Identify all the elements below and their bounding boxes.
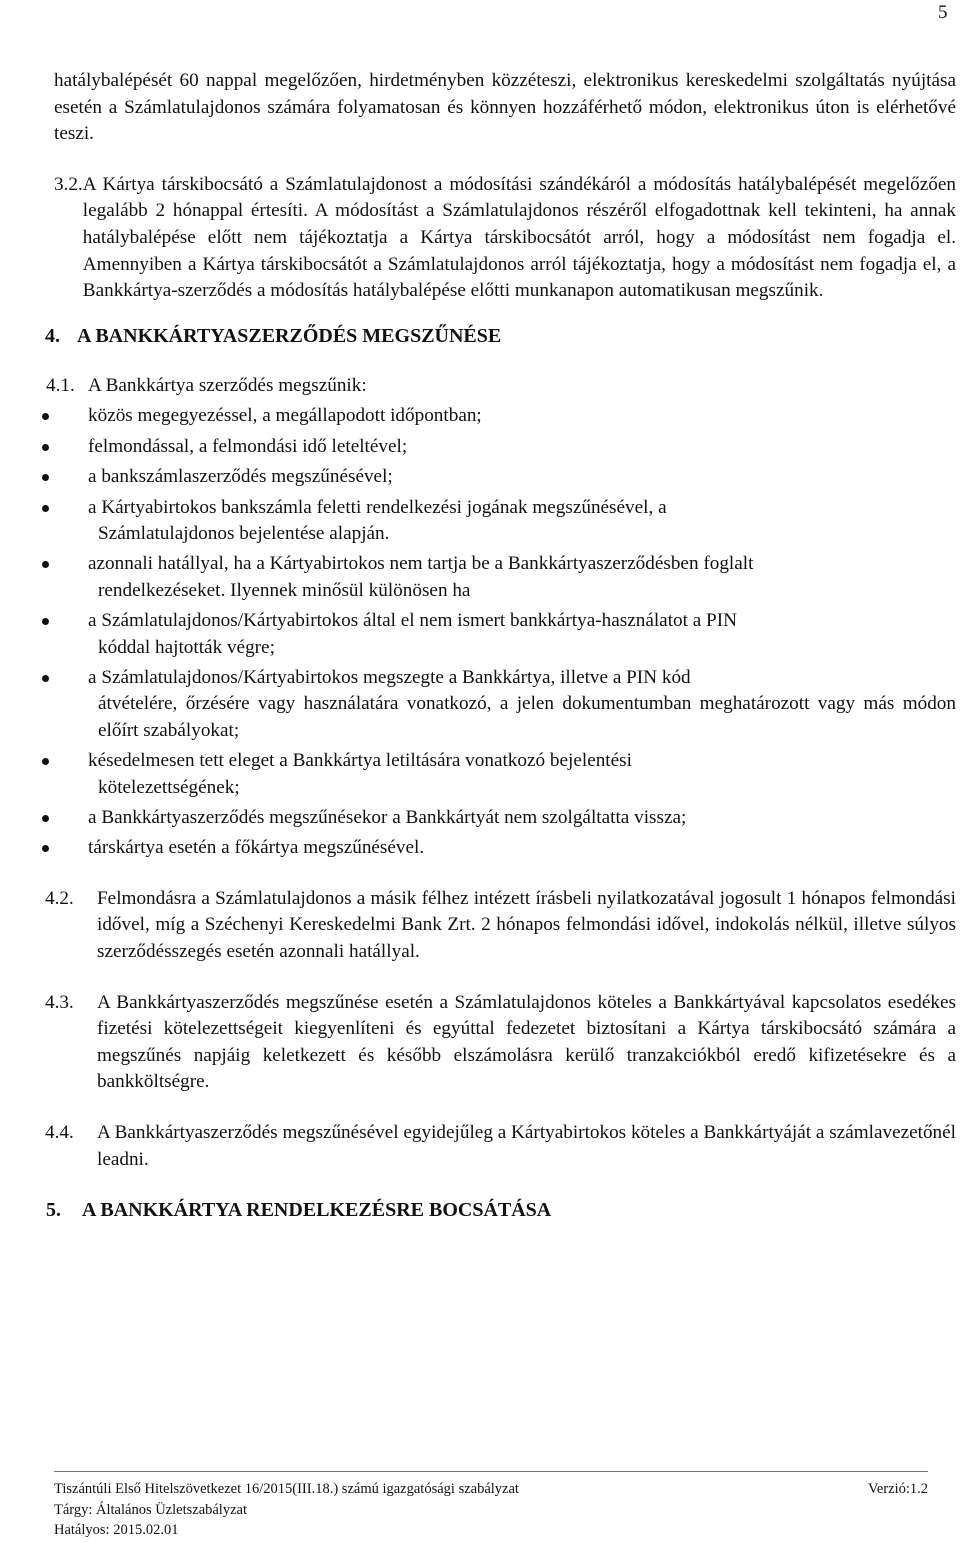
- list-item: [54, 551, 956, 604]
- page-number: 5: [938, 2, 948, 23]
- list-item-text: késedelmesen tett eleget a Bankkártya letiltására vonatkozó bejelentési: [88, 750, 632, 772]
- list-item: [54, 748, 956, 801]
- list-item-text: közös megegyezéssel, a megállapodott időpontban;: [88, 405, 482, 427]
- footer-row: [54, 1479, 928, 1500]
- list-item-text: a bankszámlaszerződés megszűnésével;: [88, 466, 393, 488]
- bullet-icon: [42, 815, 49, 822]
- list-item-text: a Számlatulajdonos/Kártyabirtokos megszegte a Bankkártya, illetve a PIN kód: [88, 667, 691, 688]
- footer-subject: Tárgy: Általános Üzletszabályzat: [54, 1501, 247, 1518]
- section-4-4: [45, 1120, 956, 1173]
- page-footer: [54, 1479, 928, 1541]
- list-item-text: a Bankkártyaszerződés megszűnésekor a Bankkártyát nem szolgáltatta vissza;: [88, 807, 687, 829]
- list-item-text: azonnali hatállyal, ha a Kártyabirtokos nem tartja be a Bankkártyaszerződésben foglalt: [88, 553, 754, 575]
- section-4-2: [45, 886, 956, 966]
- list-item: [54, 805, 956, 831]
- section-3-2-text: A Kártya társkibocsátó a Számlatulajdonost a módosítási szándékáról a módosítás hatálybalépését megelőzően legalább 2 hónappal értesíti. A módosítást a Számlatulajdonos részéről elfogadottnak kell tekinteni, ha annak hatálybalépése előtt nem tájékoztatja a Kártya társkibocsátót arról, hogy a módosítást nem fogadja el. Amennyiben a Kártya társkibocsátót a Számlatulajdonos arról tájékoztatja, hogy a módosítást nem fogadja el, a Bankkártya-szerződés a módosítás hatálybalépése előtti munkanapon automatikusan megszűnik.: [82, 173, 956, 302]
- list-item-text: a Kártyabirtokos bankszámla feletti rendelkezési jogának megszűnésével, a: [88, 496, 667, 518]
- list-item: [54, 835, 956, 861]
- list-item: [54, 495, 956, 548]
- footer-divider: [54, 1471, 928, 1472]
- bullet-icon: [42, 758, 49, 765]
- list-item: [54, 403, 956, 429]
- footer-effective-date: Hatályos: 2015.02.01: [54, 1522, 179, 1538]
- intro-paragraph: hatálybalépését 60 nappal megelőzően, hirdetményben közzéteszi, elektronikus kereskedelmi szolgáltatás nyújtása esetén a Számlatulajdonos számára folyamatosan és könnyen hozzáférhető módon, elektronikus úton is elérhetővé teszi.: [54, 70, 956, 145]
- bullet-icon: [42, 845, 49, 852]
- footer-version: Verzió:1.2: [868, 1481, 928, 1497]
- section-4-4-text: A Bankkártyaszerződés megszűnésével egyidejűleg a Kártyabirtokos köteles a Bankkártyáját a számlavezetőnél leadni.: [97, 1122, 956, 1170]
- section-4-3: [45, 990, 956, 1096]
- termination-reasons-list: [54, 403, 956, 862]
- section-4-3-text: A Bankkártyaszerződés megszűnése esetén a Számlatulajdonos köteles a Bankkártyával kapcsolatos esedékes fizetési kötelezettségeit kiegyenlíteni és egyúttal fedezetet biztosítani a Kártya társkibocsátó számára a megszűnés napjáig keletkezett és később elszámolásra kerülő tranzakciókból eredő kifizetésekre és a bankköltségre.: [97, 991, 956, 1093]
- bullet-icon: [42, 444, 49, 451]
- footer-regulation: Tiszántúli Első Hitelszövetkezet 16/2015(III.18.) számú igazgatósági szabályzat: [54, 1481, 519, 1497]
- list-item-text: felmondással, a felmondási idő leteltével;: [88, 435, 408, 457]
- bullet-icon: [42, 413, 49, 420]
- bullet-icon: [42, 618, 49, 625]
- section-4-3-number: 4.3.: [45, 991, 74, 1013]
- section-4-heading-title: A BANKKÁRTYASZERZŐDÉS MEGSZŰNÉSE: [77, 324, 502, 347]
- bullet-icon: [42, 505, 49, 512]
- list-item-continuation: átvételére, őrzésére vagy használatára vonatkozó, a jelen dokumentumban meghatározott vagy más módon előírt szabályokat;: [98, 693, 956, 741]
- section-3-2: [54, 172, 956, 305]
- section-4-2-number: 4.2.: [45, 887, 74, 909]
- section-3-2-number: 3.2.: [54, 173, 83, 195]
- bullet-icon: [42, 675, 49, 682]
- section-4-heading: [45, 323, 956, 349]
- list-item-continuation: kóddal hajtották végre;: [98, 636, 275, 658]
- list-item-continuation: kötelezettségének;: [98, 776, 240, 798]
- list-item-text: társkártya esetén a főkártya megszűnésével.: [88, 837, 425, 859]
- bullet-icon: [42, 561, 49, 568]
- document-body: [45, 68, 956, 1247]
- list-item: [54, 665, 956, 744]
- list-item-continuation: rendelkezéseket. Ilyennek minősül különösen ha: [98, 579, 471, 601]
- list-item: [54, 464, 956, 490]
- list-item-text: a Számlatulajdonos/Kártyabirtokos által el nem ismert bankkártya-használatot a PIN: [88, 610, 737, 632]
- list-item-continuation: Számlatulajdonos bejelentése alapján.: [98, 522, 390, 544]
- list-item: [54, 434, 956, 460]
- section-4-1-lead-text: A Bankkártya szerződés megszűnik:: [88, 374, 367, 396]
- section-5-heading-title: A BANKKÁRTYA RENDELKEZÉSRE BOCSÁTÁSA: [82, 1199, 552, 1222]
- section-5-heading: [46, 1197, 956, 1223]
- section-5-heading-number: 5.: [46, 1199, 61, 1222]
- section-4-1-lead: [46, 373, 956, 400]
- section-4-2-text: Felmondásra a Számlatulajdonos a másik félhez intézett írásbeli nyilatkozatával jogosult 1 hónapos felmondási idővel, míg a Széchenyi Kereskedelmi Bank Zrt. 2 hónapos felmondási idővel, indokolás nélkül, illetve súlyos szerződésszegés esetén azonnali hatállyal.: [97, 887, 956, 963]
- section-4-1-number: 4.1.: [46, 374, 75, 396]
- bullet-icon: [42, 474, 49, 481]
- section-4-heading-number: 4.: [45, 324, 60, 347]
- section-4-4-number: 4.4.: [45, 1122, 74, 1143]
- list-item: [54, 608, 956, 661]
